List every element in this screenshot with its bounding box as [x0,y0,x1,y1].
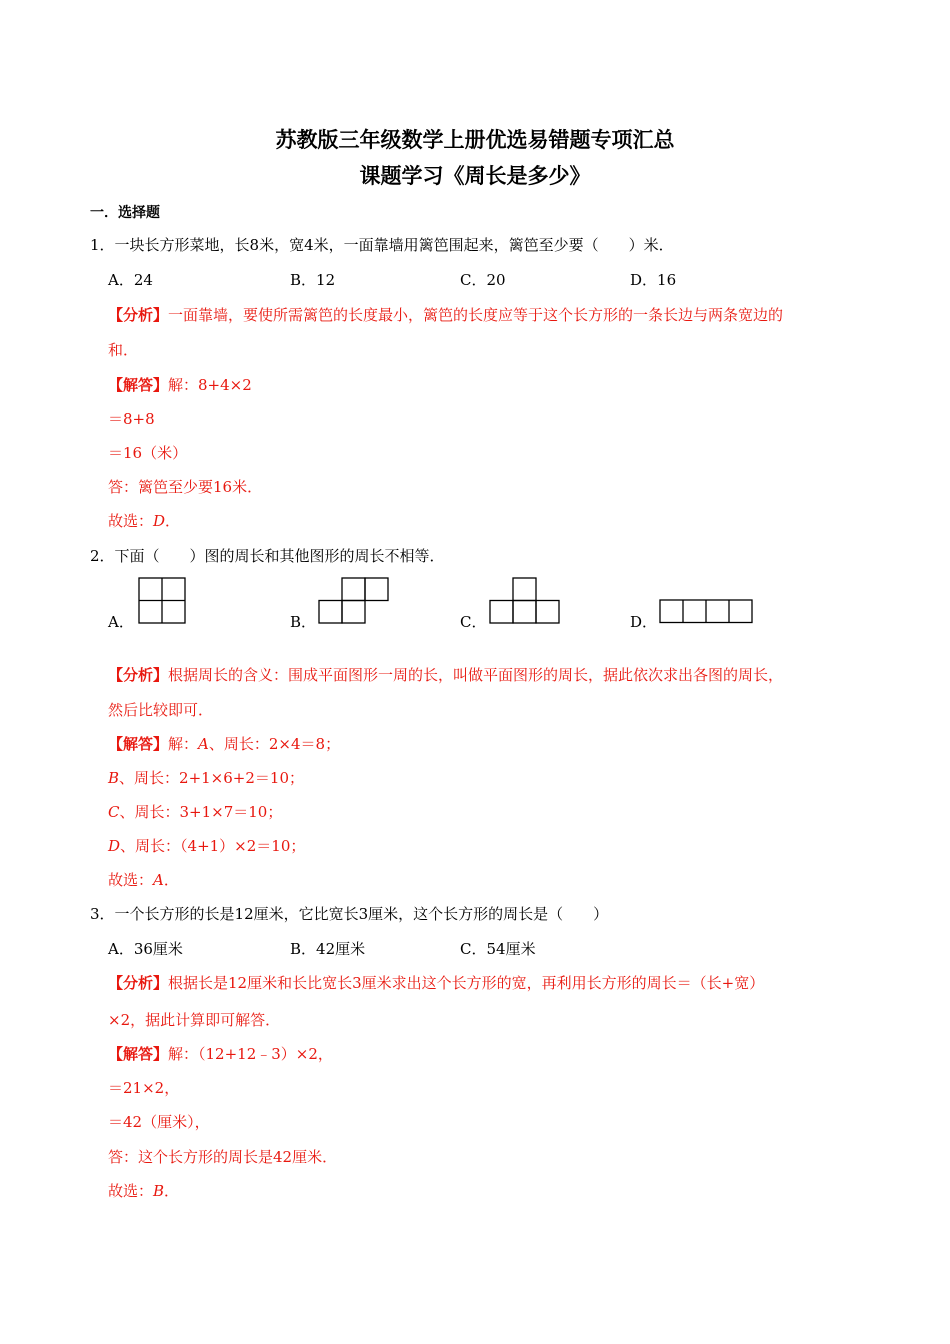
q3-option-b: B．42厘米 [290,940,366,958]
q2-analysis [108,664,783,685]
q3-option-a: A．36厘米 [108,940,183,958]
q2-figure-b [318,577,390,625]
q2-stem: 2．下面（ ）图的周长和其他图形的周长不相等． [90,547,445,565]
choice-prefix: 故选： [108,1182,154,1200]
q1-option-a: A．24 [108,271,153,289]
document-title: 苏教版三年级数学上册优选易错题专项汇总 [275,127,675,152]
q1-option-c: C．20 [460,271,506,289]
q2-answer-b [108,767,304,788]
q2-option-d: D． [630,613,658,631]
analysis-text: 根据周长的含义：围成平面图形一周的长，叫做平面图形的周长，据此依次求出各图的周长， [168,666,784,684]
q2-figure-d [659,599,755,625]
q1-analysis-cont: 和． [108,341,139,359]
q2-choice [108,869,179,890]
answer-tag: 【解答】 [108,735,169,753]
q1-choice [108,510,180,531]
choice-letter: D [153,512,166,530]
q3-analysis-cont: ×2，据此计算即可解答． [108,1011,281,1029]
q3-answer-step3: ＝42（厘米）， [108,1113,210,1131]
q2-analysis-cont: 然后比较即可． [108,701,214,719]
answer-tag: 【解答】 [108,1045,169,1063]
analysis-text: 根据长是12厘米和长比宽长3厘米求出这个长方形的宽，再利用长方形的周长＝（长+宽） [168,974,765,992]
answer-letter: B [108,769,120,787]
section-heading: 一．选择题 [90,205,160,221]
analysis-text: 一面靠墙，要使所需篱笆的长度最小，篱笆的长度应等于这个长方形的一条长边与两条宽边的 [168,306,784,324]
q3-option-c: C．54厘米 [460,940,536,958]
q3-choice [108,1180,179,1201]
q3-answer-step4: 答：这个长方形的周长是42厘米． [108,1148,338,1166]
q1-answer-step3: ＝16（米） [108,444,188,462]
q3-answer [108,1043,333,1064]
choice-letter: A [153,871,164,889]
answer-calc: 、周长：2×4＝8； [208,735,341,753]
q1-stem: 1．一块长方形菜地，长8米，宽4米，一面靠墙用篱笆围起来，篱笆至少要（ ）米． [90,236,674,254]
q2-option-c: C． [460,613,487,631]
answer-calc: 、周长：（4+1）×2＝10； [120,837,306,855]
answer-text: 解：8+4×2 [168,376,252,394]
choice-prefix: 故选： [108,871,154,889]
q3-analysis [108,972,764,993]
q2-answer-c [108,801,282,822]
answer-text: 解：（12+12﹣3）×2， [168,1045,333,1063]
q2-option-b: B． [290,613,317,631]
q3-answer-step2: ＝21×2， [108,1079,180,1097]
q1-answer [108,374,252,395]
q2-answer-d [108,835,305,856]
q3-stem: 3．一个长方形的长是12厘米，它比宽长3厘米，这个长方形的周长是（ ） [90,905,609,923]
analysis-tag: 【分析】 [108,666,169,684]
analysis-tag: 【分析】 [108,974,169,992]
choice-suffix: ． [165,512,181,530]
analysis-tag: 【分析】 [108,306,169,324]
choice-letter: B [153,1182,165,1200]
answer-letter: A [198,735,209,753]
choice-suffix: ． [164,1182,180,1200]
answer-tag: 【解答】 [108,376,169,394]
q1-option-b: B．12 [290,271,336,289]
q1-answer-step4: 答：篱笆至少要16米． [108,478,263,496]
answer-letter: D [108,837,121,855]
answer-letter: C [108,803,120,821]
answer-calc: 、周长：2+1×6+2＝10； [119,769,304,787]
q2-option-a: A． [108,613,134,631]
document-subtitle: 课题学习《周长是多少》 [359,163,591,188]
q2-figure-c [489,577,561,625]
q2-answer [108,733,340,754]
choice-suffix: ． [163,871,179,889]
q1-option-d: D．16 [630,271,677,289]
answer-text: 解： [168,735,199,753]
answer-calc: 、周长：3+1×7＝10； [119,803,283,821]
q1-analysis [108,304,783,325]
q1-answer-step2: ＝8+8 [108,410,155,428]
choice-prefix: 故选： [108,512,154,530]
q2-figure-a [138,577,188,625]
